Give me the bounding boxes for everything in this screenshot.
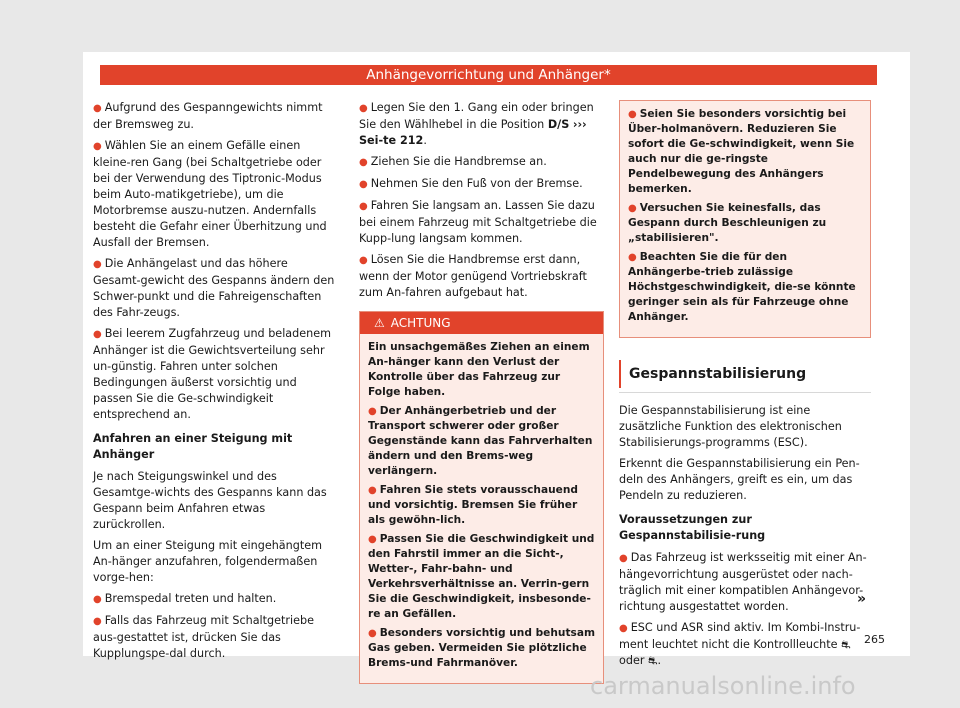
list-item: ● Beachten Sie die für den Anhängerbe-trieb zulässige Höchstgeschwindigkeit, die-se könnte geringer sein als für Fahrzeuge ohne Anhänger.	[628, 251, 856, 323]
list-item: ● Seien Sie besonders vorsichtig bei Über-holmanövern. Reduzieren Sie sofort die Ge-schwindigkeit, wenn Sie auch nur die ge-ringste Pendelbewegung des Anhängers bemerken.	[628, 108, 855, 195]
bullet-dot-icon: ●	[628, 109, 637, 120]
list-item: ● Passen Sie die Geschwindigkeit und den Fahrstil immer an die Sicht-, Wetter-, Fahr-bahn- und Verkehrsverhältnisse an. Verrin-gern Sie die Geschwindigkeit, insbesonde-re an Gefällen.	[368, 533, 595, 620]
bullet-dot-icon: ●	[93, 329, 102, 340]
list-item: ● Versuchen Sie keinesfalls, das Gespann durch Beschleunigen zu „stabilisieren".	[628, 202, 827, 244]
bullet-dot-icon: ●	[628, 252, 637, 263]
manual-page	[83, 52, 910, 669]
warning-box-continued	[619, 100, 871, 338]
bullet-dot-icon: ●	[628, 203, 637, 214]
bullet-dot-icon: ●	[368, 406, 377, 417]
section-divider	[619, 392, 871, 393]
list-item: ● Nehmen Sie den Fuß von der Bremse.	[359, 177, 583, 190]
bullet-dot-icon: ●	[619, 623, 628, 634]
bullet-dot-icon: ●	[368, 534, 377, 545]
list-item: ● Fahren Sie langsam an. Lassen Sie dazu bei einem Fahrzeug mit Schaltgetriebe die Kupp-lung langsam kommen.	[359, 199, 597, 245]
list-item: ● Legen Sie den 1. Gang ein oder bringen Sie den Wählhebel in die Position D/S ››› Sei-te 212.	[359, 101, 594, 147]
page-reference-link[interactable]: Sei-te 212	[359, 134, 424, 147]
bullet-dot-icon: ●	[359, 201, 368, 212]
list-item: ● Fahren Sie stets vorausschauend und vorsichtig. Bremsen Sie früher als gewöhn-lich.	[368, 484, 578, 526]
paragraph: Erkennt die Gespannstabilisierung ein Pen-deln des Anhängers, greift es ein, um das Pendeln zu reduzieren.	[619, 457, 860, 502]
bullet-dot-icon: ●	[619, 553, 628, 564]
list-item: ● Falls das Fahrzeug mit Schaltgetriebe aus-gestattet ist, drücken Sie das Kupplungspe-dal durch.	[93, 614, 314, 660]
list-item: ● Bremspedal treten und halten.	[93, 592, 277, 605]
cross-reference-arrow: ›››	[572, 118, 587, 131]
bullet-dot-icon: ●	[359, 179, 368, 190]
subheading-hill-start: Anfahren an einer Steigung mit Anhänger	[93, 432, 293, 461]
list-item: ● Ziehen Sie die Handbremse an.	[359, 155, 547, 168]
page-number: 265	[864, 633, 885, 646]
warning-intro: Ein unsachgemäßes Ziehen an einem An-hänger kann den Verlust der Kontrolle über das Fahrzeug zur Folge haben.	[368, 341, 590, 398]
bullet-dot-icon: ●	[93, 594, 102, 605]
continue-mark: »	[857, 591, 867, 607]
watermark: carmanualsonline.info	[590, 672, 856, 700]
list-item: ● ESC und ASR sind aktiv. Im Kombi-Instru-ment leuchtet nicht die Kontrollleuchte ⛐ oder ⛐.	[619, 621, 861, 667]
paragraph: Je nach Steigungswinkel und des Gesamtge-wichts des Gespanns kann das Gespann beim Anfahren etwas zurückrollen.	[93, 470, 327, 531]
esc-off-lamp-icon: ⛐	[648, 654, 658, 667]
list-item: ● Bei leerem Zugfahrzeug und beladenem Anhänger ist die Gewichtsverteilung sehr un-günstig. Fahren unter solchen Bedingungen äußerst vorsichtig und passen Sie die Ge-schwindigkeit entsprechend an.	[93, 327, 332, 421]
list-item: ● Lösen Sie die Handbremse erst dann, wenn der Motor genügend Vortriebskraft zum An-fahren aufgebaut hat.	[359, 253, 587, 299]
column-middle	[359, 100, 604, 684]
warning-body	[360, 334, 603, 683]
list-item: ● Das Fahrzeug ist werksseitig mit einer An-hängevorrichtung ausgerüstet oder nach-träglich mit einer kompatiblen Anhängevor-richtung ausgestattet worden.	[619, 551, 867, 613]
section-title: Gespannstabilisierung	[619, 360, 871, 388]
bullet-dot-icon: ●	[93, 259, 102, 270]
bullet-dot-icon: ●	[368, 628, 377, 639]
warning-body	[620, 101, 870, 337]
list-item: ● Aufgrund des Gespanngewichts nimmt der Bremsweg zu.	[93, 101, 323, 131]
warning-header: ⚠ ACHTUNG	[360, 312, 603, 334]
warning-box	[359, 311, 604, 684]
bullet-dot-icon: ●	[359, 103, 368, 114]
bullet-dot-icon: ●	[93, 141, 102, 152]
list-item: ● Die Anhängelast und das höhere Gesamt-gewicht des Gespanns ändern den Schwer-punkt und die Fahreigenschaften des Fahr-zeugs.	[93, 257, 335, 319]
list-item: ● Besonders vorsichtig und behutsam Gas geben. Vermeiden Sie plötzliche Brems-und Fahrmanöver.	[368, 627, 596, 669]
warning-triangle-icon: ⚠	[374, 316, 385, 330]
esc-warning-lamp-icon: ⛐	[841, 638, 851, 651]
column-right	[619, 100, 871, 674]
column-left	[93, 100, 338, 667]
list-item: ● Der Anhängerbetrieb und der Transport schwerer oder großer Gegenstände kann das Fahrverhalten ändern und den Brems-weg verlängern.	[368, 405, 593, 477]
paragraph: Um an einer Steigung mit eingehängtem An-hänger anzufahren, folgendermaßen vorge-hen:	[93, 539, 323, 584]
paragraph: Die Gespannstabilisierung ist eine zusätzliche Funktion des elektronischen Stabilisierungs-programms (ESC).	[619, 404, 842, 449]
subheading-requirements: Voraussetzungen zur Gespannstabilisie-rung	[619, 513, 766, 542]
bullet-dot-icon: ●	[368, 485, 377, 496]
bullet-dot-icon: ●	[93, 103, 102, 114]
bullet-dot-icon: ●	[359, 255, 368, 266]
list-item: ● Wählen Sie an einem Gefälle einen kleine-ren Gang (bei Schaltgetriebe oder bei der Verwendung des Tiptronic-Modus beim Auto-matikgetriebe), um die Motorbremse auszu-nutzen. Andernfalls besteht die Gefahr einer Überhitzung und Ausfall der Bremsen.	[93, 139, 327, 249]
bullet-dot-icon: ●	[359, 157, 368, 168]
bullet-dot-icon: ●	[93, 616, 102, 627]
page-header: Anhängevorrichtung und Anhänger*	[100, 65, 877, 85]
